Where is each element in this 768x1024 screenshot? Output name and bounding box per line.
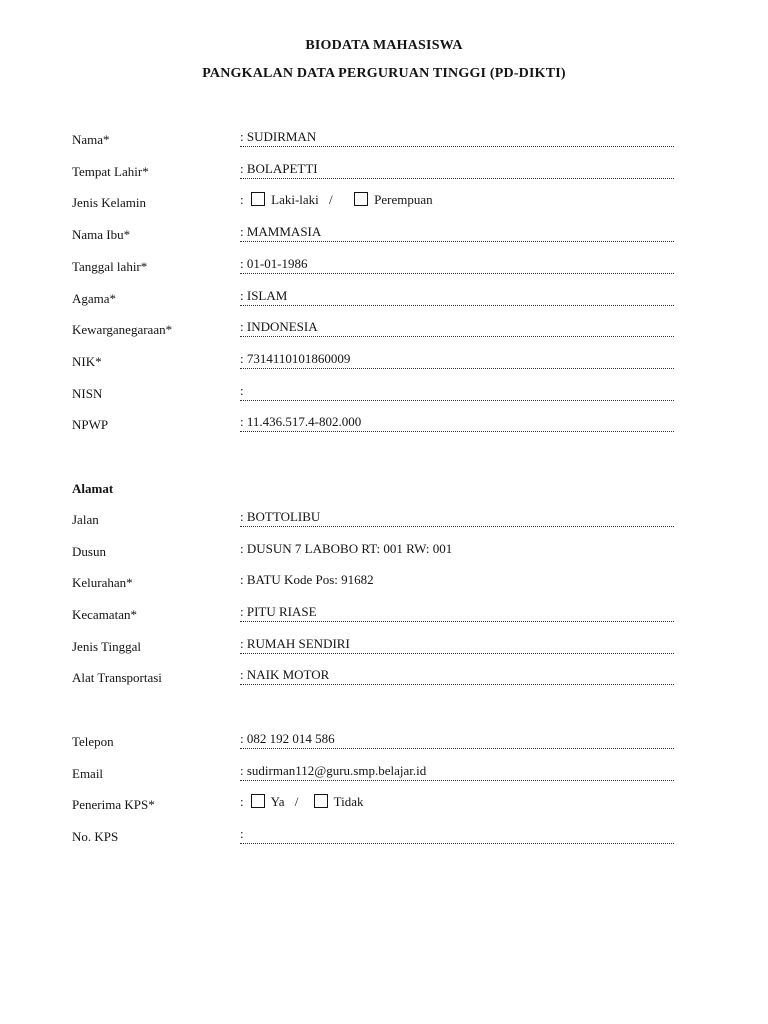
dotted-line [240,621,674,622]
field-nisn [0,383,768,408]
field-value: : DUSUN 7 LABOBO RT: 001 RW: 001 [240,541,453,556]
dotted-line [240,178,674,179]
document-subtitle: PANGKALAN DATA PERGURUAN TINGGI (PD-DIKTI) [202,66,566,81]
field-label: Kewarganegaraan* [72,322,173,337]
option-separator: / [294,794,299,809]
field-value: : MAMMASIA [240,224,322,239]
field-jenis-tinggal [0,636,768,661]
field-value: : [240,383,244,398]
field-tempat-lahir [0,161,768,186]
field-label: Jalan [72,512,99,527]
field-jalan [0,509,768,534]
field-label: Kelurahan* [72,575,133,590]
field-label: Jenis Tinggal [72,639,141,654]
field-label: Email [72,766,104,781]
field-npwp [0,414,768,439]
checkbox-ya[interactable] [251,794,265,808]
field-dusun [0,541,768,566]
dotted-line [240,368,674,369]
field-penerima-kps [0,794,768,819]
dotted-line [240,273,674,274]
dotted-line [240,146,674,147]
option-laki-laki: Laki-laki [271,192,319,207]
dotted-line [240,780,674,781]
field-value: : SUDIRMAN [240,129,317,144]
gender-options [240,192,433,208]
field-value: : 01-01-1986 [240,256,308,271]
field-kecamatan [0,604,768,629]
field-value: : BOTTOLIBU [240,509,321,524]
dotted-line [240,305,674,306]
field-jenis-kelamin [0,192,768,217]
section-heading-alamat: Alamat [72,481,114,496]
dotted-line [240,431,674,432]
dotted-line [240,400,674,401]
field-value: : INDONESIA [240,319,318,334]
kps-options [240,794,364,810]
dotted-line [240,241,674,242]
field-label: Dusun [72,544,106,559]
field-no-kps [0,826,768,851]
field-value: : sudirman112@guru.smp.belajar.id [240,763,427,778]
dotted-line [240,526,674,527]
dotted-line [240,684,674,685]
field-label: No. KPS [72,829,119,844]
field-value: : PITU RIASE [240,604,317,619]
field-value: : ISLAM [240,288,288,303]
field-label: NISN [72,386,103,401]
field-value: : BATU Kode Pos: 91682 [240,572,374,587]
field-value: : BOLAPETTI [240,161,318,176]
option-perempuan: Perempuan [374,192,433,207]
field-kewarganegaraan [0,319,768,344]
field-label: Kecamatan* [72,607,137,622]
field-email [0,763,768,788]
field-label: Alat Transportasi [72,670,162,685]
option-ya: Ya [270,794,285,809]
field-telepon [0,731,768,756]
option-separator: / [329,192,333,207]
field-label: Nama* [72,132,110,147]
field-label: Penerima KPS* [72,797,155,812]
field-nama-ibu [0,224,768,249]
dotted-line [240,653,674,654]
field-nik [0,351,768,376]
dotted-line [240,748,674,749]
field-value: : RUMAH SENDIRI [240,636,350,651]
field-label: Nama Ibu* [72,227,131,242]
field-tanggal-lahir [0,256,768,281]
field-value: : [240,826,244,841]
checkbox-tidak[interactable] [314,794,328,808]
document-title: BIODATA MAHASISWA [305,38,463,53]
field-value: : NAIK MOTOR [240,667,330,682]
field-value: : 082 192 014 586 [240,731,335,746]
field-value: : 11.436.517.4-802.000 [240,414,362,429]
field-alat-transportasi [0,667,768,692]
option-tidak: Tidak [333,794,364,809]
field-label: Agama* [72,291,117,306]
dotted-line [240,843,674,844]
field-nama [0,129,768,154]
field-value: : 7314110101860009 [240,351,351,366]
field-label: Tanggal lahir* [72,259,148,274]
checkbox-laki-laki[interactable] [251,192,265,206]
field-agama [0,288,768,313]
dotted-line [240,336,674,337]
field-label: NIK* [72,354,102,369]
field-label: Jenis Kelamin [72,195,147,210]
checkbox-perempuan[interactable] [354,192,368,206]
field-prefix: : [240,794,244,809]
field-label: NPWP [72,417,109,432]
field-kelurahan [0,572,768,597]
field-prefix: : [240,192,244,207]
field-label: Telepon [72,734,114,749]
field-label: Tempat Lahir* [72,164,149,179]
